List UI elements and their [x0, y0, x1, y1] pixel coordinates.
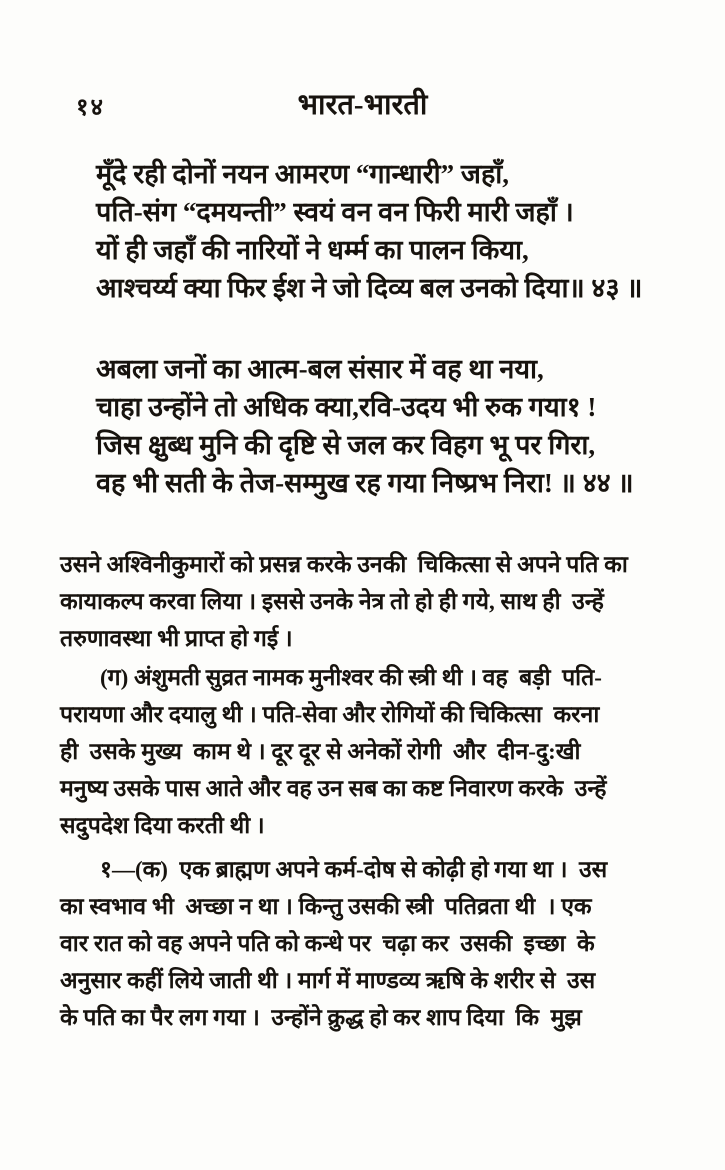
verse-stanza-43	[96, 155, 642, 307]
verse-line: आश्चर्य्य क्या फिर ईश ने जो दिव्य बल उनको दिया॥ ४३ ॥	[96, 273, 643, 303]
verse-line: वह भी सती के तेज-सम्मुख रह गया निष्प्रभ निरा! ॥ ४४ ॥	[96, 468, 634, 498]
verse-line: जिस क्षुब्ध मुनि की दृष्टि से जल कर विहग भू पर गिरा,	[96, 430, 596, 460]
prose-line: वार रात को वह अपने पति को कन्धे पर चढ़ा कर उसकी इच्छा के	[60, 931, 595, 956]
prose-line: कायाकल्प करवा लिया । इससे उनके नेत्र तो हो ही गये, साथ ही उन्हें	[60, 589, 604, 614]
prose-line: ही उसके मुख्य काम थे । दूर दूर से अनेकों रोगी और दीन-दु:खी	[60, 739, 581, 764]
verse-line: यों ही जहाँ की नारियों ने धर्म्म का पालन किया,	[96, 235, 529, 265]
prose-line: (ग) अंशुमती सुव्रत नामक मुनीश्वर की स्त्री थी । वह बड़ी पति-	[100, 665, 602, 690]
verse-line: पति-संग “दमयन्ती” स्वयं वन वन फिरी मारी जहाँ ।	[96, 197, 574, 227]
footnote-paragraph	[60, 851, 678, 1036]
prose-line: अनुसार कहीं लिये जाती थी । मार्ग में माण्डव्य ऋषि के शरीर से उस	[60, 968, 596, 993]
verse-line: अबला जनों का आत्म-बल संसार में वह था नया,	[96, 354, 544, 384]
prose-paragraph	[60, 546, 678, 657]
verse-stanza-44	[96, 350, 634, 502]
prose-line: परायणा और दयालु थी । पति-सेवा और रोगियों की चिकित्सा करना	[60, 702, 600, 727]
prose-line: के पति का पैर लग गया । उन्होंने क्रुद्ध हो कर शाप दिया कि मुझ	[60, 1005, 582, 1030]
page-title: भारत-भारती	[297, 89, 428, 121]
page-number: १४	[76, 95, 105, 121]
prose-line: तरुणावस्था भी प्राप्त हो गई ।	[60, 626, 293, 651]
prose-line: सदुपदेश दिया करती थी ।	[60, 813, 265, 838]
prose-line: उसने अश्विनीकुमारों को प्रसन्न करके उनकी चिकित्सा से अपने पति का	[60, 552, 628, 577]
prose-line: का स्वभाव भी अच्छा न था । किन्तु उसकी स्त्री पतिव्रता थी । एक	[60, 894, 592, 919]
verse-line: मूँदे रही दोनों नयन आमरण “गान्धारी” जहाँ,	[96, 159, 510, 189]
prose-line: १—(क) एक ब्राह्मण अपने कर्म-दोष से कोढ़ी हो गया था । उस	[100, 857, 608, 882]
prose-paragraph	[60, 659, 678, 844]
prose-line: मनुष्य उसके पास आते और वह उन सब का कष्ट निवारण करके उन्हें	[60, 776, 607, 801]
verse-line: चाहा उन्होंने तो अधिक क्या,रवि-उदय भी रुक गया१ !	[96, 392, 597, 422]
